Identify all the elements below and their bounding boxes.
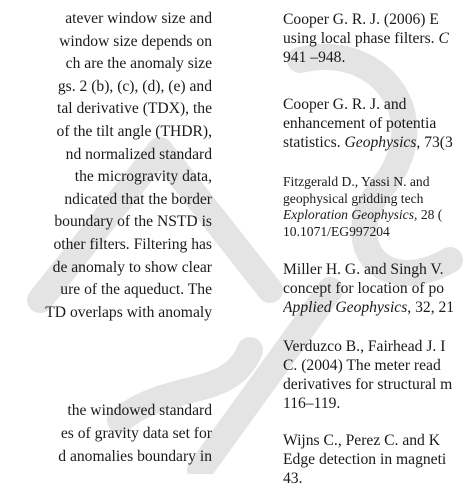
reference-text: Cooper G. R. J. and [283, 96, 407, 113]
text-line-content: window size depends on [59, 32, 212, 50]
text-line [0, 234, 212, 257]
left-text-column [0, 8, 212, 468]
reference-text: using local phase filters. [283, 30, 439, 47]
reference-text: Verduzco B., Fairhead J. I [283, 338, 446, 355]
reference-italic-text: Applied Geophysics [283, 299, 408, 316]
paragraph-gap [0, 324, 212, 400]
reference-italic-text: Geophysics [344, 134, 417, 151]
reference-line [283, 394, 474, 413]
reference-miller [283, 260, 474, 317]
reference-text: , 28 ( [414, 207, 443, 222]
text-line-content: nd normalized standard [65, 145, 212, 163]
text-line-content: ch are the anomaly size [65, 55, 212, 73]
reference-line [283, 133, 474, 152]
reference-line [283, 224, 474, 241]
reference-line [283, 114, 474, 133]
text-line-content: boundary of the NSTD is [54, 213, 212, 231]
reference-line [283, 298, 474, 317]
reference-line [283, 279, 474, 298]
text-line [0, 423, 212, 446]
reference-text: enhancement of potentia [283, 115, 437, 132]
reference-line [283, 207, 474, 224]
reference-text: 116–119. [283, 395, 341, 412]
reference-line [283, 337, 474, 356]
reference-cooper2 [283, 95, 474, 152]
reference-text: , 73(3 [416, 134, 453, 151]
reference-text: Edge detection in magneti [283, 451, 447, 468]
reference-line [283, 431, 474, 450]
reference-text: Miller H. G. and Singh V. [283, 261, 444, 278]
paragraph-1 [0, 8, 212, 324]
reference-line [283, 356, 474, 375]
text-line-content: of the tilt angle (THDR), [56, 122, 212, 140]
text-line [0, 302, 212, 325]
reference-line [283, 191, 474, 208]
reference-line [283, 469, 474, 488]
text-line-content: de anomaly to show clear [52, 258, 212, 276]
reference-cooper1 [283, 10, 474, 67]
reference-line [283, 260, 474, 279]
reference-verduzco [283, 337, 474, 413]
reference-text: statistics. [283, 134, 345, 151]
text-line-content: gs. 2 (b), (c), (d), (e) and [57, 77, 212, 95]
text-line [0, 53, 212, 76]
reference-text: C. (2004) The meter read [283, 357, 441, 374]
reference-line [283, 95, 474, 114]
text-line-content: atever window size and [65, 10, 212, 27]
reference-text: Cooper G. R. J. (2006) E [283, 11, 439, 28]
text-line-content: the windowed standard [67, 402, 212, 420]
text-line [0, 189, 212, 212]
text-line [0, 211, 212, 234]
text-line-content: TD overlaps with anomaly [45, 303, 212, 321]
reference-text: , 32, 21 [407, 299, 455, 316]
text-line [0, 166, 212, 189]
reference-text: derivatives for structural m [283, 376, 453, 393]
reference-fitzgerald [283, 174, 474, 240]
reference-line [283, 29, 474, 48]
reference-line [283, 48, 474, 67]
text-line-content: ure of the aqueduct. The [60, 281, 212, 299]
reference-text: geophysical gridding tech [283, 190, 424, 206]
text-line [0, 257, 212, 280]
text-line [0, 121, 212, 144]
reference-text: 941 –948. [283, 49, 346, 66]
reference-text: concept for location of po [283, 280, 445, 297]
reference-italic-text: Exploration Geophysics [283, 207, 415, 222]
paragraph-2 [0, 400, 212, 468]
reference-line [283, 450, 474, 469]
reference-text: Wijns C., Perez C. and K [283, 432, 441, 449]
references-column [283, 10, 474, 488]
reference-text: Fitzgerald D., Yassi N. and [283, 174, 430, 189]
text-line-content: ndicated that the border [64, 190, 212, 208]
text-line-content: other filters. Filtering has [53, 235, 212, 253]
reference-text: 43. [283, 470, 303, 487]
reference-line [283, 375, 474, 394]
text-line-content: d anomalies boundary in [58, 447, 212, 465]
reference-italic-text: C [438, 30, 449, 47]
text-line-content: the microgravity data, [74, 168, 212, 186]
reference-text: 10.1071/EG997204 [283, 223, 390, 239]
text-line-content: tal derivative (TDX), the [56, 100, 212, 118]
text-line [0, 400, 212, 423]
text-line [0, 98, 212, 121]
text-line-content: es of gravity data set for [60, 424, 212, 442]
reference-line [283, 174, 474, 191]
text-line [0, 279, 212, 302]
reference-wijns [283, 431, 474, 488]
text-line [0, 8, 212, 31]
text-line [0, 144, 212, 167]
text-line [0, 31, 212, 54]
text-line [0, 446, 212, 469]
reference-line [283, 10, 474, 29]
text-line [0, 76, 212, 99]
